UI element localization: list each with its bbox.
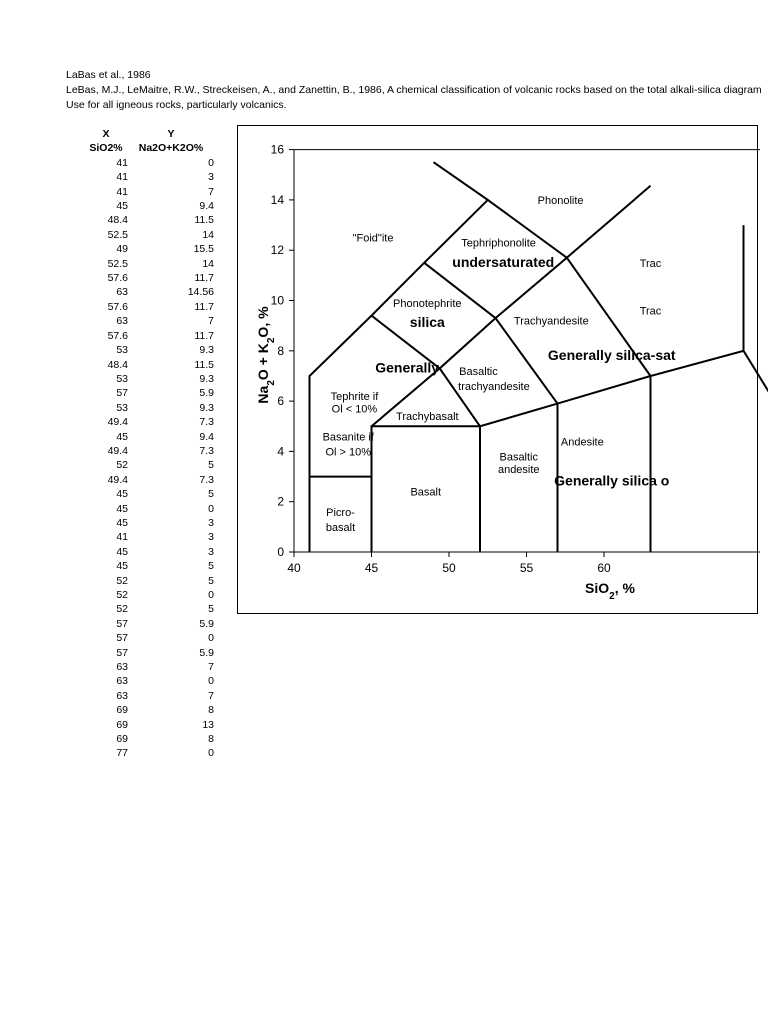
- x-tick-label: 50: [442, 561, 456, 575]
- sio2-cell: 53: [116, 372, 128, 385]
- alkali-cell: 13: [202, 718, 214, 731]
- alkali-cell: 8: [208, 733, 214, 746]
- sio2-cell: 63: [116, 315, 128, 328]
- field-label: "Foid"ite: [352, 232, 394, 245]
- sio2-cell: 69: [116, 704, 128, 717]
- y-tick-label: 6: [277, 394, 284, 409]
- sio2-cell: 52: [116, 603, 128, 616]
- sio2-cell: 57: [116, 632, 128, 645]
- alkali-cell: 11.7: [194, 300, 214, 313]
- sio2-cell: 49.4: [107, 416, 128, 429]
- field-label: Trachybasalt: [396, 411, 459, 424]
- usage-note: Use for all igneous rocks, particularly volcanics.: [66, 99, 287, 111]
- alkali-cell: 14.56: [187, 286, 214, 299]
- col-y-subheader: Na2O+K2O%: [138, 142, 204, 155]
- sio2-cell: 45: [116, 502, 128, 515]
- field-label: Ol < 10%: [331, 403, 378, 416]
- sio2-cell: 52: [116, 574, 128, 587]
- sio2-cell: 57: [116, 387, 128, 400]
- sio2-cell: 63: [116, 286, 128, 299]
- alkali-cell: 5: [208, 603, 214, 616]
- alkali-cell: 14: [202, 228, 214, 241]
- alkali-cell: 7.3: [199, 473, 214, 486]
- alkali-cell: 9.4: [199, 430, 214, 443]
- sio2-cell: 41: [116, 185, 128, 198]
- sio2-cell: 53: [116, 344, 128, 357]
- field-label: silica: [409, 314, 445, 331]
- alkali-cell: 3: [208, 171, 214, 184]
- alkali-cell: 7.3: [199, 416, 214, 429]
- field-label: Phonolite: [537, 194, 584, 207]
- y-tick-label: 10: [270, 293, 284, 308]
- y-tick-label: 4: [277, 444, 284, 459]
- alkali-cell: 9.3: [199, 372, 214, 385]
- x-tick-label: 60: [597, 561, 611, 575]
- alkali-cell: 9.3: [199, 401, 214, 414]
- field-label: trachyandesite: [458, 381, 530, 394]
- alkali-cell: 11.5: [194, 214, 214, 227]
- field-label: Generally silica o: [554, 472, 670, 489]
- sio2-cell: 57.6: [107, 272, 128, 285]
- field-label: Tephriphonolite: [461, 237, 536, 250]
- field-label: Basaltic: [459, 365, 498, 378]
- sio2-cell: 41: [116, 171, 128, 184]
- alkali-cell: 5: [208, 574, 214, 587]
- sio2-cell: 49.4: [107, 473, 128, 486]
- alkali-cell: 9.4: [199, 200, 214, 213]
- sio2-cell: 57.6: [107, 329, 128, 342]
- sio2-cell: 45: [116, 545, 128, 558]
- field-label: undersaturated: [452, 253, 555, 270]
- field-label: Basanite if: [322, 431, 374, 444]
- x-tick-label: 45: [364, 561, 379, 575]
- sio2-cell: 45: [116, 560, 128, 573]
- alkali-cell: 5: [208, 488, 214, 501]
- sio2-cell: 57: [116, 646, 128, 659]
- alkali-cell: 5.9: [199, 387, 214, 400]
- sio2-cell: 48.4: [107, 214, 128, 227]
- alkali-cell: 3: [208, 531, 214, 544]
- field-label: basalt: [325, 521, 356, 534]
- y-tick-label: 14: [270, 192, 284, 207]
- field-boundary-line: [310, 162, 768, 552]
- alkali-cell: 8: [208, 704, 214, 717]
- sio2-cell: 63: [116, 675, 128, 688]
- alkali-cell: 0: [208, 632, 214, 645]
- sio2-cell: 69: [116, 733, 128, 746]
- alkali-cell: 9.3: [199, 344, 214, 357]
- field-label: Basalt: [410, 486, 442, 499]
- alkali-cell: 0: [208, 589, 214, 601]
- y-tick-label: 16: [270, 142, 284, 157]
- alkali-cell: 0: [208, 747, 214, 760]
- y-axis-title: $Na_2O + K_2O$, %: [255, 306, 277, 404]
- field-label: andesite: [497, 464, 540, 477]
- field-label: Generally: [375, 359, 440, 376]
- sio2-cell: 45: [116, 430, 128, 443]
- field-label: Trac: [639, 305, 662, 318]
- alkali-cell: 5: [208, 560, 214, 573]
- sio2-cell: 52.5: [107, 257, 128, 270]
- sio2-cell: 45: [116, 200, 128, 213]
- sio2-cell: 53: [116, 401, 128, 414]
- alkali-cell: 14: [202, 257, 214, 270]
- alkali-cell: 11.7: [194, 329, 214, 342]
- alkali-cell: 7: [208, 185, 214, 198]
- y-tick-label: 8: [277, 343, 284, 358]
- alkali-cell: 3: [208, 516, 214, 529]
- alkali-cell: 7.3: [199, 444, 214, 457]
- alkali-cell: 11.5: [194, 358, 214, 371]
- field-label: Trachyandesite: [513, 315, 589, 328]
- alkali-cell: 0: [208, 675, 214, 688]
- sio2-cell: 69: [116, 718, 128, 731]
- y-tick-label: 0: [277, 545, 284, 559]
- sio2-cell: 63: [116, 661, 128, 674]
- col-x-subheader: SiO2%: [89, 142, 123, 155]
- sio2-cell: 63: [116, 689, 128, 702]
- x-axis-title: SiO$_2$, %: [585, 580, 635, 602]
- sio2-cell: 45: [116, 488, 128, 501]
- alkali-cell: 0: [208, 502, 214, 515]
- alkali-cell: 7: [208, 315, 214, 328]
- field-label: Generally silica-sat: [547, 346, 676, 363]
- y-tick-label: 12: [270, 243, 284, 258]
- sio2-cell: 48.4: [107, 358, 128, 371]
- sio2-cell: 77: [116, 747, 128, 760]
- alkali-cell: 7: [208, 661, 214, 674]
- x-tick-label: 55: [519, 561, 534, 575]
- sio2-cell: 41: [116, 531, 128, 544]
- alkali-cell: 11.7: [194, 272, 214, 285]
- sio2-cell: 45: [116, 516, 128, 529]
- field-label: Picro-: [326, 506, 355, 519]
- sio2-cell: 52: [116, 459, 128, 472]
- reference-short: LaBas et al., 1986: [66, 69, 151, 81]
- col-y-header: Y: [167, 128, 175, 140]
- field-label: Basaltic: [499, 451, 539, 464]
- sio2-cell: 49: [116, 243, 128, 256]
- alkali-cell: 5.9: [199, 617, 214, 630]
- field-label: Trac: [639, 257, 662, 270]
- x-tick-label: 40: [287, 561, 301, 575]
- alkali-cell: 3: [208, 545, 214, 558]
- sio2-cell: 49.4: [107, 444, 128, 457]
- field-label: Tephrite if: [330, 391, 379, 404]
- field-label: Ol > 10%: [325, 446, 372, 459]
- field-labels: [323, 195, 676, 534]
- sio2-cell: 57.6: [107, 300, 128, 313]
- sio2-cell: 41: [116, 156, 128, 169]
- field-label: Phonotephrite: [393, 298, 462, 311]
- sio2-cell: 52: [116, 589, 128, 601]
- y-tick-label: 2: [277, 494, 284, 509]
- alkali-cell: 5: [208, 459, 214, 472]
- col-x-header: X: [102, 128, 110, 140]
- field-label: Andesite: [560, 436, 604, 449]
- reference-full: LeBas, M.J., LeMaitre, R.W., Streckeisen, A., and Zanettin, B., 1986, A chemical classification of volcanic rocks based on the total alkali-silica diagram: [66, 84, 762, 96]
- alkali-cell: 0: [208, 156, 214, 169]
- alkali-cell: 5.9: [199, 646, 214, 659]
- classification-field-lines: [310, 162, 768, 552]
- sio2-cell: 57: [116, 617, 128, 630]
- alkali-cell: 15.5: [193, 243, 214, 256]
- alkali-cell: 7: [208, 689, 214, 702]
- sio2-cell: 52.5: [107, 228, 128, 241]
